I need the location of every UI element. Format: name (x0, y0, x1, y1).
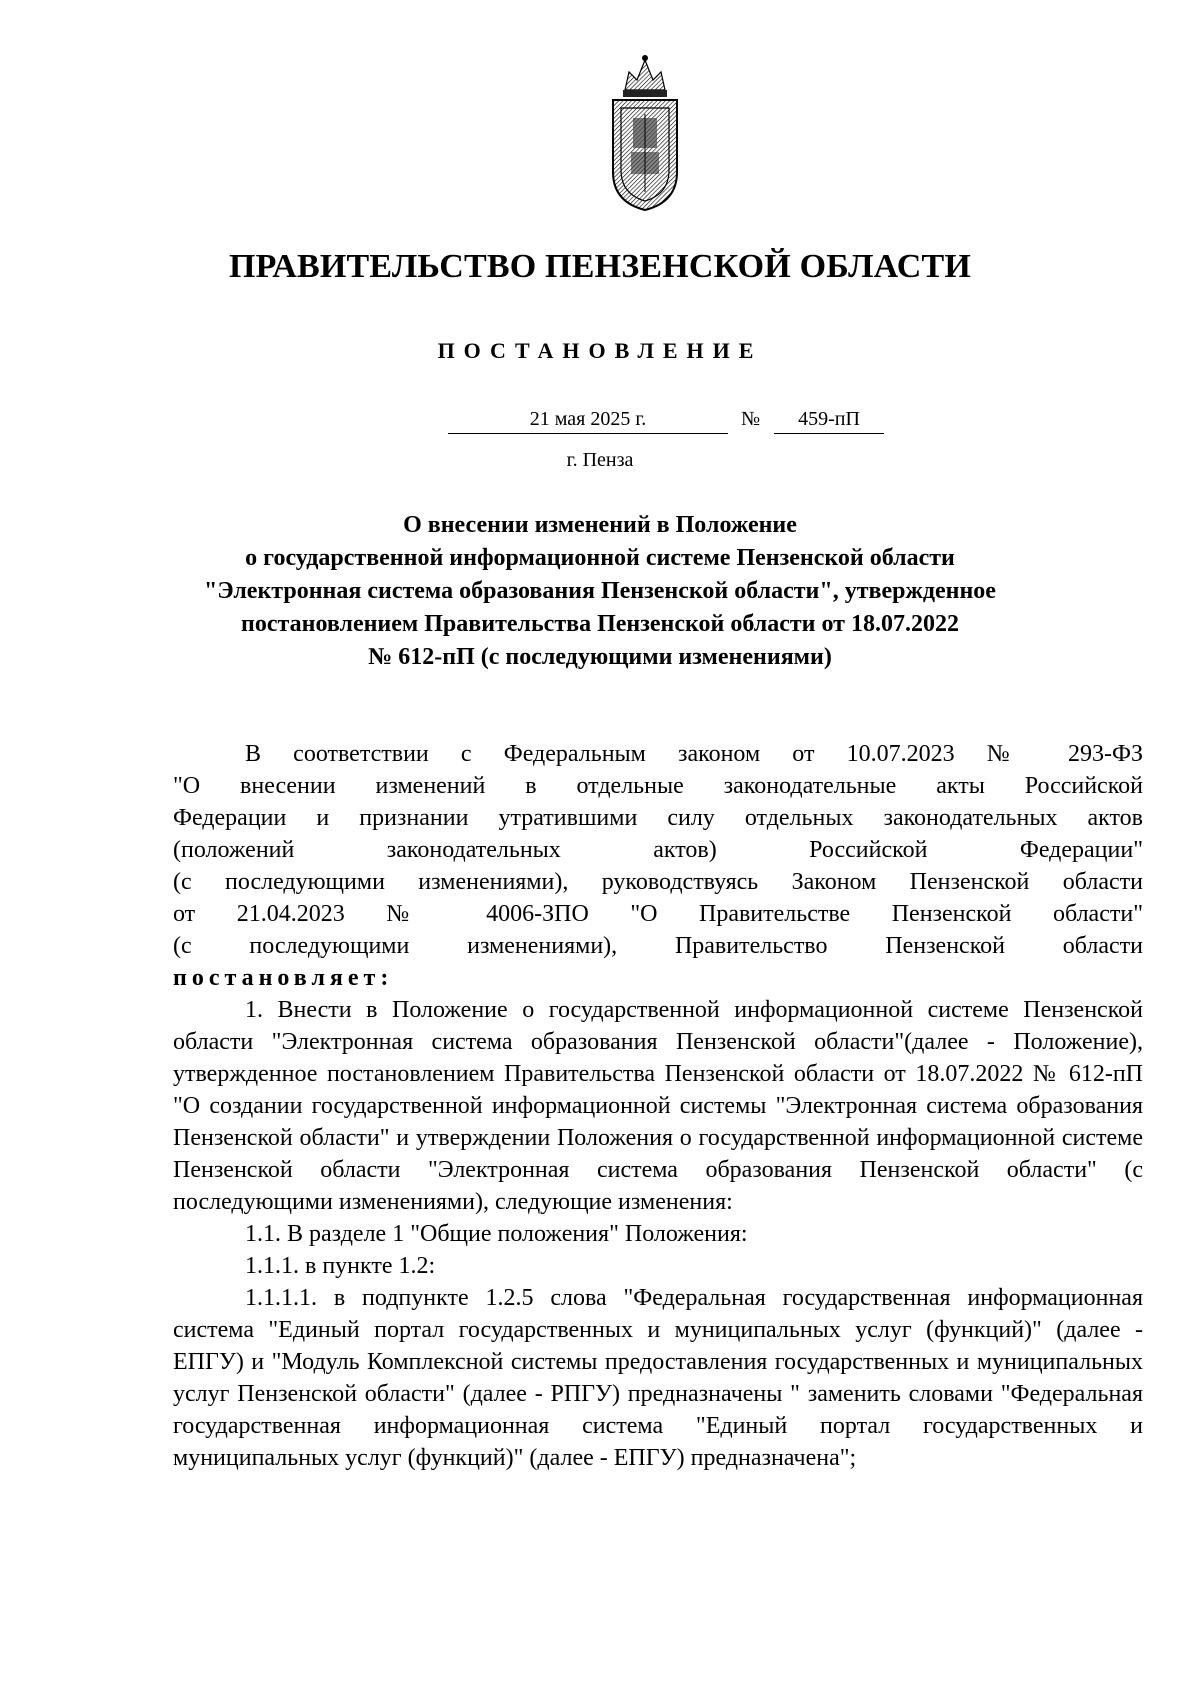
number-sign: № (741, 408, 761, 430)
document-body (173, 738, 1143, 1474)
organization-title: ПРАВИТЕЛЬСТВО ПЕНЗЕНСКОЙ ОБЛАСТИ (228, 248, 971, 285)
preamble-line: от 21.04.2023 № 4006-ЗПО "О Правительстве Пензенской области" (173, 901, 1143, 927)
subject-line: "Электронная система образования Пензенской области", утвержденное (204, 578, 996, 604)
document-type: ПОСТАНОВЛЕНИЕ (437, 338, 763, 363)
date-number-row (0, 408, 1200, 438)
item-1-1-1: 1.1.1. в пункте 1.2: (245, 1253, 436, 1279)
subject-line: о государственной информационной системе Пензенской области (245, 545, 955, 571)
subject-line: № 612-пП (с последующими изменениями) (368, 644, 832, 670)
item-1: 1. Внести в Положение о государственной информационной системе Пензенской области "Электронная система образования Пензенской области"(далее - Положение), утвержденное постановлением Правительства Пензенской области от 18.07.2022 № 612-пП "О создании государственной информационной системы "Электронная система образования Пензенской области" и утверждении Положения о государственной информационной системе Пензенской области "Электронная система образования Пензенской области" (с последующими изменениями), следующие изменения: (173, 997, 1143, 1215)
coat-of-arms-emblem (595, 52, 695, 214)
city: г. Пенза (566, 449, 634, 471)
decree-word-line (173, 962, 1143, 994)
preamble-line: "О внесении изменений в отдельные законодательные акты Российской (173, 773, 1143, 799)
document-date: 21 мая 2025 г. (448, 408, 728, 434)
preamble-line: В соответствии с Федеральным законом от 10.07.2023 № 293-ФЗ (245, 741, 1143, 767)
subject-line: О внесении изменений в Положение (403, 512, 797, 538)
preamble-line: (с последующими изменениями), руководствуясь Законом Пензенской области (173, 869, 1143, 895)
document-subject (130, 509, 1070, 674)
decree-word: постановляет: (173, 965, 394, 991)
document-number: 459-пП (774, 408, 884, 434)
item-1-1-1-1: 1.1.1.1. в подпункте 1.2.5 слова "Федеральная государственная информационная система "Единый портал государственных и муниципальных услуг (функций)" (далее - ЕПГУ) и "Модуль Комплексной системы предоставления государственных и муниципальных услуг Пензенской области" (далее - РПГУ) предназначены " заменить словами "Федеральная государственная информационная система "Единый портал государственных и муниципальных услуг (функций)" (далее - ЕПГУ) предназначена"; (173, 1285, 1143, 1471)
preamble-line: Федерации и признании утратившими силу отдельных законодательных актов (173, 805, 1143, 831)
preamble-line: (положений законодательных актов) Российской Федерации" (173, 837, 1143, 863)
subject-line: постановлением Правительства Пензенской области от 18.07.2022 (241, 611, 959, 637)
preamble-line: (с последующими изменениями), Правительство Пензенской области (173, 933, 1143, 959)
item-1-1: 1.1. В разделе 1 "Общие положения" Положения: (245, 1221, 748, 1247)
